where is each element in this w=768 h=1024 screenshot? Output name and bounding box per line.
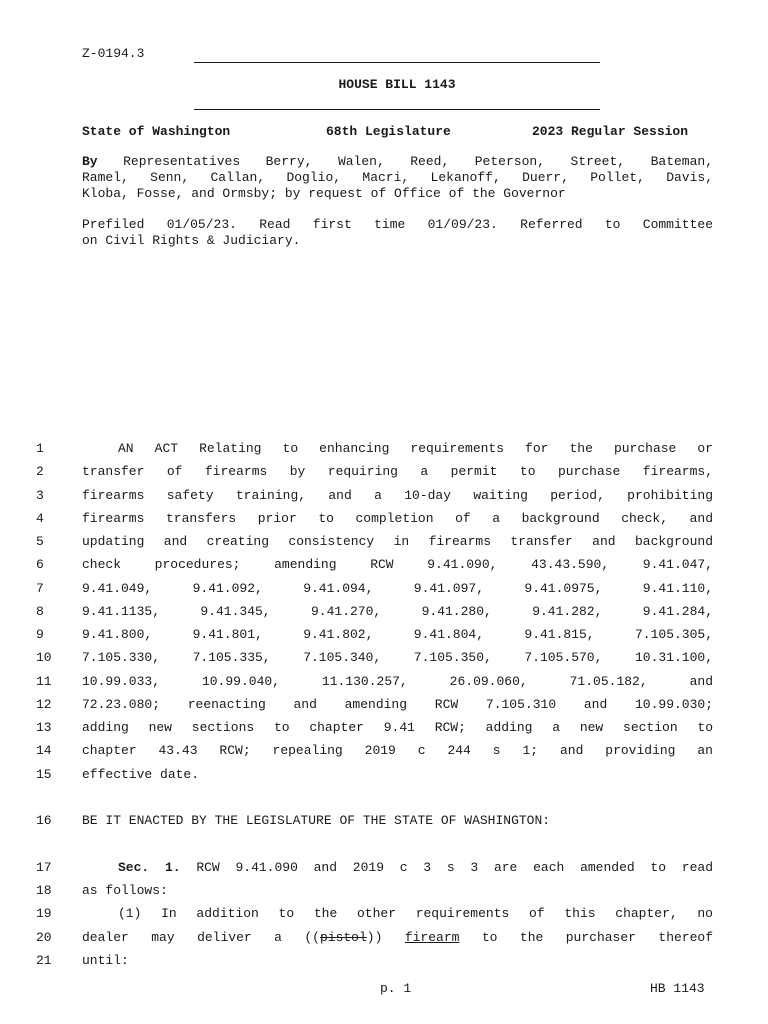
body-line-text: 9.41.1135, 9.41.345, 9.41.270, 9.41.280, 9.41.282, 9.41.284,	[82, 604, 713, 619]
footer-bill-id: HB 1143	[650, 981, 705, 996]
section-line-text: as follows:	[82, 883, 168, 898]
body-line-text: 9.41.800, 9.41.801, 9.41.802, 9.41.804, 9.41.815, 7.105.305,	[82, 627, 713, 642]
body-line-text: adding new sections to chapter 9.41 RCW; adding a new section to	[82, 720, 713, 735]
body-line-text: 10.99.033, 10.99.040, 11.130.257, 26.09.060, 71.05.182, and	[82, 674, 713, 689]
state-label: State of Washington	[82, 124, 231, 139]
body-line-text: firearms safety training, and a 10-day waiting period, prohibiting	[82, 488, 713, 503]
bill-title: HOUSE BILL 1143	[338, 77, 456, 92]
line-number: 17	[36, 860, 52, 875]
legislature-label: 68th Legislature	[326, 124, 451, 139]
sponsors-line-2: Ramel, Senn, Callan, Doglio, Macri, Lekanoff, Duerr, Pollet, Davis,	[82, 170, 713, 185]
body-line-text: check procedures; amending RCW 9.41.090, 43.43.590, 9.41.047,	[82, 557, 713, 572]
inserted-text: firearm	[404, 930, 460, 945]
line-number: 8	[36, 604, 44, 619]
amended-line	[82, 930, 713, 945]
body-line-text: transfer of firearms by requiring a permit to purchase firearms,	[82, 464, 713, 479]
section-line-text	[82, 906, 713, 921]
line-number: 13	[36, 720, 52, 735]
section-line-text: until:	[82, 953, 129, 968]
body-line-text: effective date.	[82, 767, 200, 782]
sponsors-text: Representatives Berry, Walen, Reed, Peterson, Street, Bateman,	[97, 154, 713, 169]
section-heading-line	[82, 860, 713, 875]
amended-line-prefix: dealer may deliver a ((	[82, 930, 320, 945]
document-code: Z-0194.3	[82, 46, 145, 61]
page-number: p. 1	[380, 981, 412, 996]
line-number: 18	[36, 883, 52, 898]
line-number: 10	[36, 650, 52, 665]
line-number: 21	[36, 953, 52, 968]
body-line-text: chapter 43.43 RCW; repealing 2019 c 244 s 1; and providing an	[82, 743, 713, 758]
body-line-text: updating and creating consistency in firearms transfer and background	[82, 534, 713, 549]
line-number: 19	[36, 906, 52, 921]
sponsors-line-3: Kloba, Fosse, and Ormsby; by request of Office of the Governor	[82, 186, 566, 201]
line-number: 2	[36, 464, 44, 479]
top-rule	[194, 62, 600, 63]
line-number: 5	[36, 534, 44, 549]
line-number: 20	[36, 930, 52, 945]
line-number: 9	[36, 627, 44, 642]
line-number: 14	[36, 743, 52, 758]
line-number: 7	[36, 581, 44, 596]
line-number: 6	[36, 557, 44, 572]
prefiled-line-2: on Civil Rights & Judiciary.	[82, 233, 301, 248]
section-heading-text: RCW 9.41.090 and 2019 c 3 s 3 are each amended to read	[180, 860, 713, 875]
prefiled-line-1: Prefiled 01/05/23. Read first time 01/09/23. Referred to Committee	[82, 217, 713, 232]
body-line-content: AN ACT Relating to enhancing requirements for the purchase or	[118, 441, 713, 456]
body-line-text: 72.23.080; reenacting and amending RCW 7.105.310 and 10.99.030;	[82, 697, 713, 712]
body-line-text: firearms transfers prior to completion of a background check, and	[82, 511, 713, 526]
line-number: 4	[36, 511, 44, 526]
line-number: 11	[36, 674, 52, 689]
line-number: 16	[36, 813, 52, 828]
line-number: 12	[36, 697, 52, 712]
line-number: 3	[36, 488, 44, 503]
body-line-text	[82, 441, 713, 456]
sponsors-line-1	[82, 154, 713, 169]
session-label: 2023 Regular Session	[532, 124, 689, 139]
amended-line-suffix: to the purchaser thereof	[459, 930, 713, 945]
section-label: Sec. 1.	[118, 860, 181, 875]
body-line-text: 9.41.049, 9.41.092, 9.41.094, 9.41.097, 9.41.0975, 9.41.110,	[82, 581, 713, 596]
body-line-text: 7.105.330, 7.105.335, 7.105.340, 7.105.350, 7.105.570, 10.31.100,	[82, 650, 713, 665]
enacting-clause: BE IT ENACTED BY THE LEGISLATURE OF THE STATE OF WASHINGTON:	[82, 813, 551, 828]
subsection-text: (1) In addition to the other requirements of this chapter, no	[118, 906, 713, 921]
struck-text: pistol	[319, 930, 367, 945]
line-number: 15	[36, 767, 52, 782]
amended-line-middle: ))	[366, 930, 405, 945]
title-rule	[194, 109, 600, 110]
line-number: 1	[36, 441, 44, 456]
sponsors-by-label: By	[82, 154, 98, 169]
